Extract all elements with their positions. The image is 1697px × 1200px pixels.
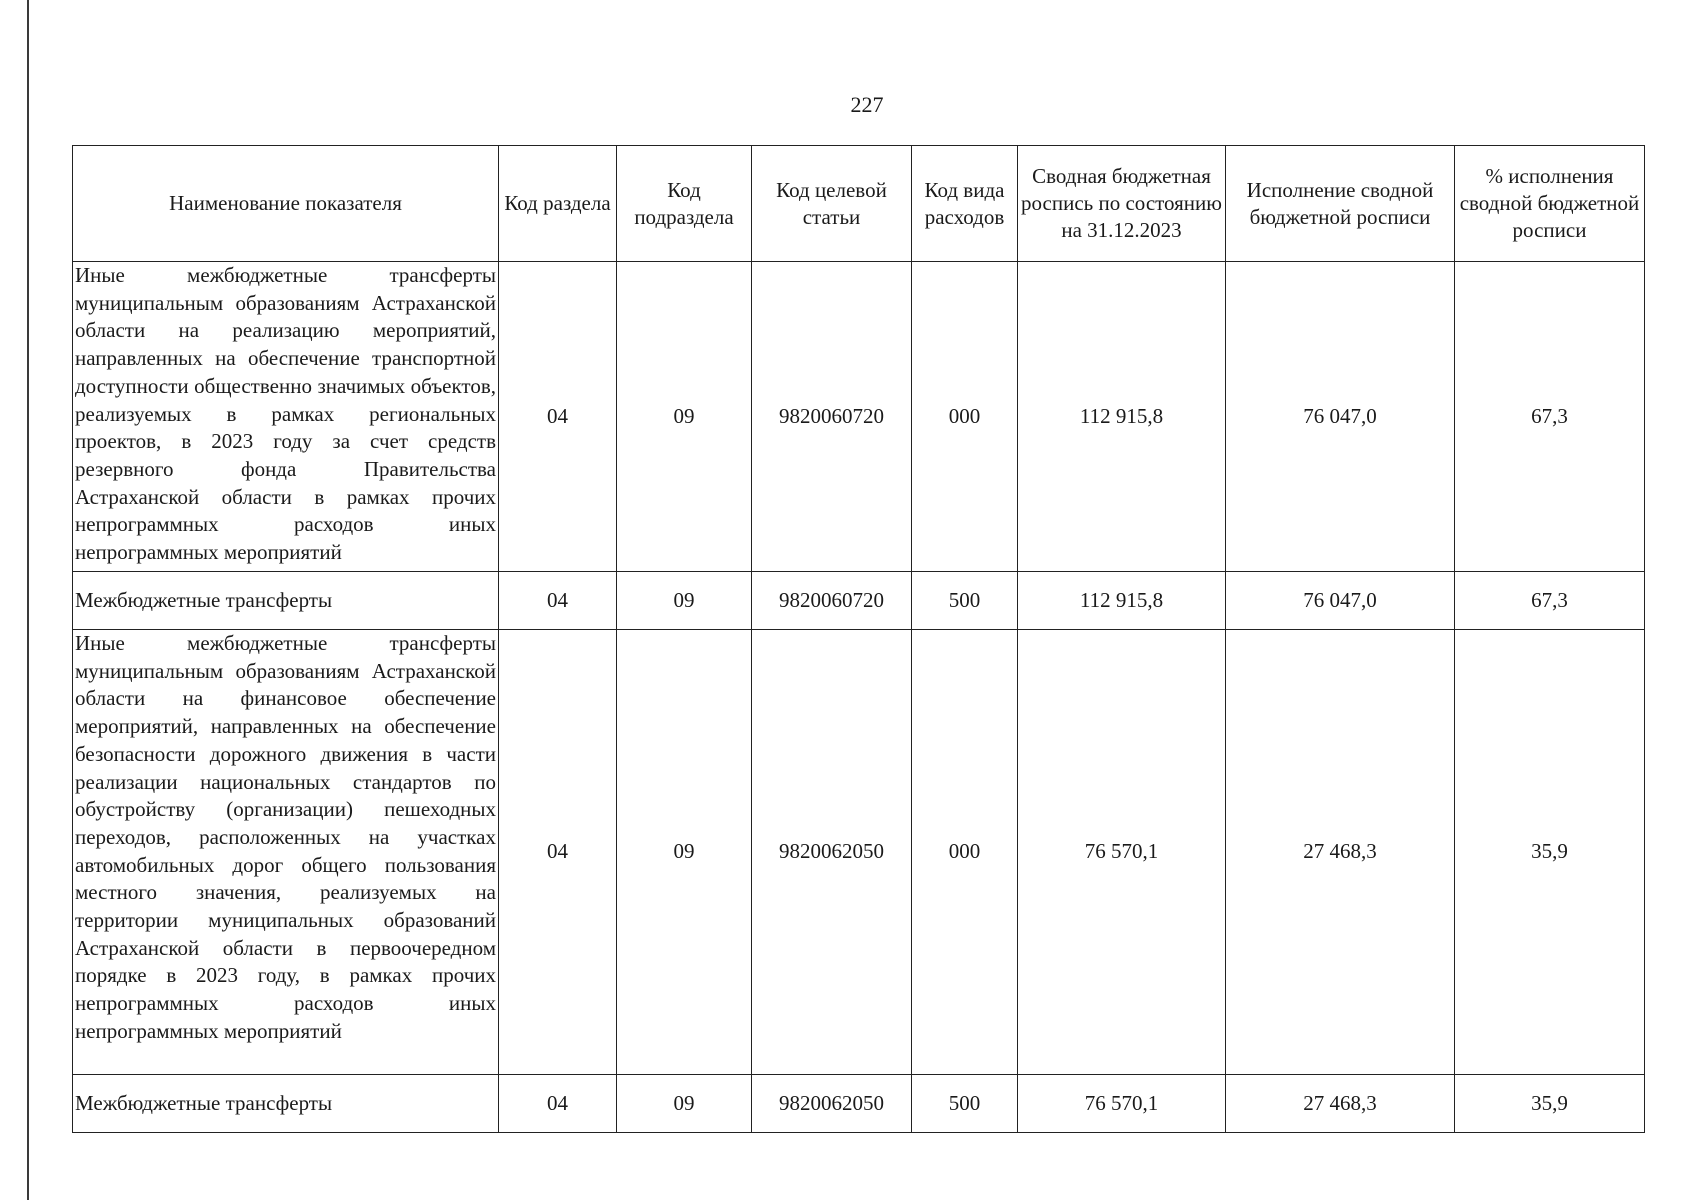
subsection-code-cell: 09 — [617, 262, 752, 572]
header-expense-type-code: Код вида расходов — [912, 146, 1018, 262]
budget-list-cell: 112 915,8 — [1018, 262, 1226, 572]
table-row — [73, 630, 1645, 1075]
execution-cell: 76 047,0 — [1226, 262, 1455, 572]
target-code-cell: 9820062050 — [752, 1075, 912, 1133]
target-code-cell: 9820060720 — [752, 572, 912, 630]
header-section-code: Код раздела — [499, 146, 617, 262]
percent-cell: 67,3 — [1455, 572, 1645, 630]
budget-execution-table — [72, 145, 1645, 1133]
header-budget-execution: Исполнение сводной бюджетной росписи — [1226, 146, 1455, 262]
subsection-code-cell: 09 — [617, 572, 752, 630]
indicator-name-cell: Межбюджетные трансферты — [73, 1075, 499, 1133]
section-code-cell: 04 — [499, 262, 617, 572]
target-code-cell: 9820060720 — [752, 262, 912, 572]
budget-list-cell: 112 915,8 — [1018, 572, 1226, 630]
execution-cell: 76 047,0 — [1226, 572, 1455, 630]
header-indicator-name: Наименование показателя — [73, 146, 499, 262]
table-row — [73, 262, 1645, 572]
execution-cell: 27 468,3 — [1226, 1075, 1455, 1133]
binding-line — [27, 0, 29, 1200]
expense-type-cell: 500 — [912, 1075, 1018, 1133]
subsection-code-cell: 09 — [617, 1075, 752, 1133]
percent-cell: 35,9 — [1455, 630, 1645, 1075]
section-code-cell: 04 — [499, 1075, 617, 1133]
expense-type-cell: 000 — [912, 262, 1018, 572]
execution-cell: 27 468,3 — [1226, 630, 1455, 1075]
section-code-cell: 04 — [499, 630, 617, 1075]
section-code-cell: 04 — [499, 572, 617, 630]
header-subsection-code: Код подраздела — [617, 146, 752, 262]
budget-list-cell: 76 570,1 — [1018, 1075, 1226, 1133]
indicator-name-cell: Иные межбюджетные трансферты муниципальным образованиям Астраханской области на финансовое обеспечение мероприятий, направленных на обеспечение безопасности дорожного движения в части реализации национальных стандартов по обустройству (организации) пешеходных переходов, расположенных на участках автомобильных дорог общего пользования местного значения, реализуемых на территории муниципальных образований Астраханской области в первоочередном порядке в 2023 году, в рамках прочих непрограммных расходов иных непрограммных мероприятий — [73, 630, 499, 1075]
target-code-cell: 9820062050 — [752, 630, 912, 1075]
expense-type-cell: 500 — [912, 572, 1018, 630]
header-budget-list: Сводная бюджетная роспись по состоянию на 31.12.2023 — [1018, 146, 1226, 262]
indicator-name-cell: Межбюджетные трансферты — [73, 572, 499, 630]
header-execution-percent: % исполнения сводной бюджетной росписи — [1455, 146, 1645, 262]
table-header-row — [73, 146, 1645, 262]
indicator-name-cell: Иные межбюджетные трансферты муниципальным образованиям Астраханской области на реализацию мероприятий, направленных на обеспечение транспортной доступности общественно значимых объектов, реализуемых в рамках региональных проектов, в 2023 году за счет средств резервного фонда Правительства Астраханской области в рамках прочих непрограммных расходов иных непрограммных мероприятий — [73, 262, 499, 572]
expense-type-cell: 000 — [912, 630, 1018, 1075]
percent-cell: 67,3 — [1455, 262, 1645, 572]
header-target-code: Код целевой статьи — [752, 146, 912, 262]
table-row — [73, 1075, 1645, 1133]
budget-list-cell: 76 570,1 — [1018, 630, 1226, 1075]
percent-cell: 35,9 — [1455, 1075, 1645, 1133]
table-row — [73, 572, 1645, 630]
page-number: 227 — [850, 92, 884, 117]
subsection-code-cell: 09 — [617, 630, 752, 1075]
